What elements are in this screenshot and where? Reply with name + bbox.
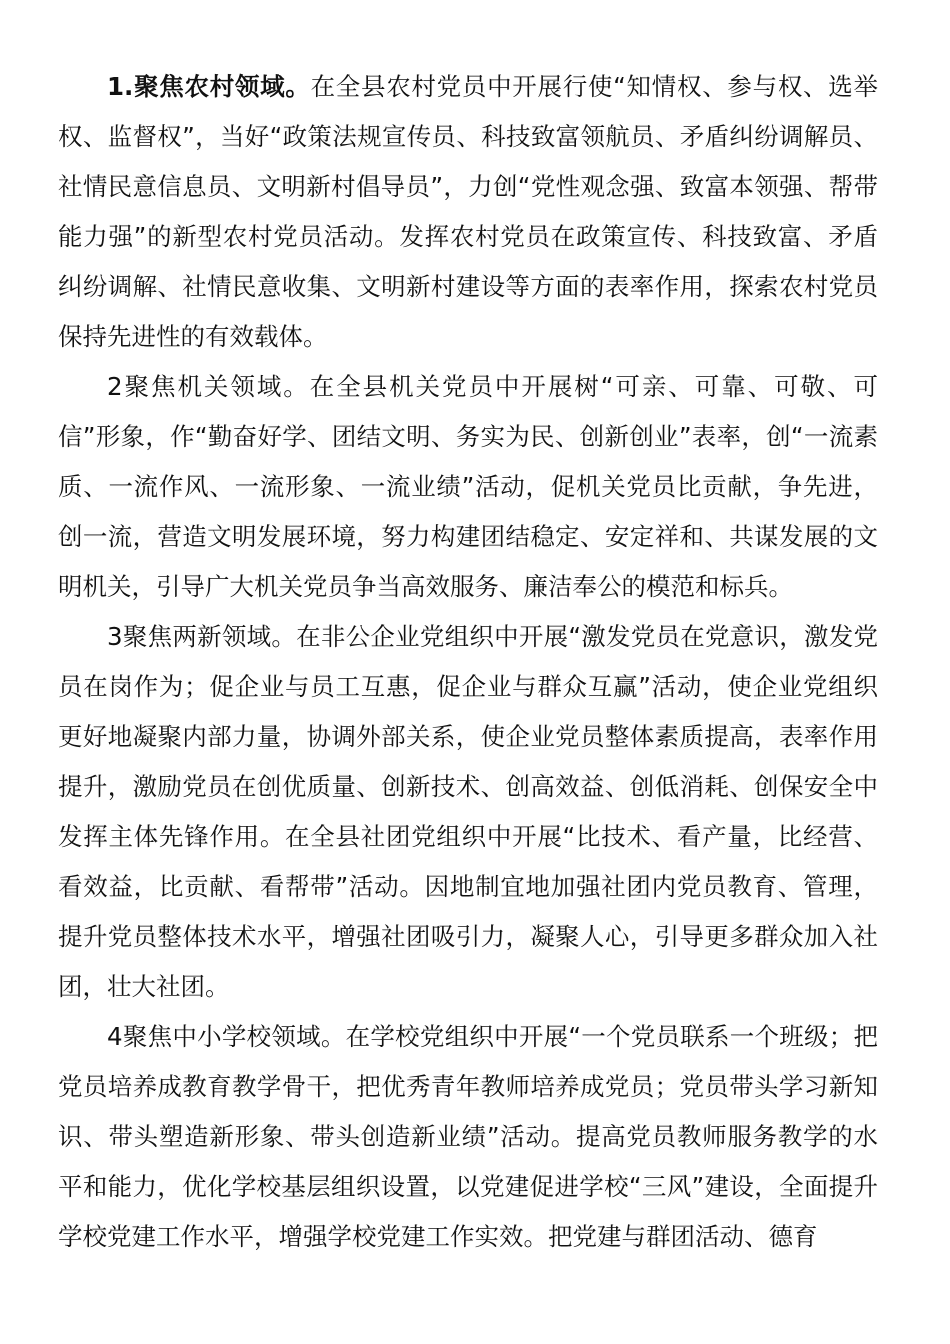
paragraph-organs [58, 362, 878, 612]
paragraph-organs-text: 2聚焦机关领域。在全县机关党员中开展树“可亲、可靠、可敬、可信”形象，作“勤奋好学、团结文明、务实为民、创新创业”表率，创“一流素质、一流作风、一流形象、一流业绩”活动，促机关党员比贡献，争先进，创一流，营造文明发展环境，努力构建团结稳定、安定祥和、共谋发展的文明机关，引导广大机关党员争当高效服务、廉洁奉公的模范和标兵。 [58, 372, 878, 601]
document-body [58, 62, 878, 1262]
paragraph-schools-text: 4聚焦中小学校领域。在学校党组织中开展“一个党员联系一个班级；把党员培养成教育教学骨干，把优秀青年教师培养成党员；党员带头学习新知识、带头塑造新形象、带头创造新业绩”活动。提高党员教师服务教学的水平和能力，优化学校基层组织设置，以党建促进学校“三风”建设，全面提升学校党建工作水平，增强学校党建工作实效。把党建与群团活动、德育 [58, 1022, 878, 1251]
paragraph-rural-text: 在全县农村党员中开展行使“知情权、参与权、选举权、监督权”，当好“政策法规宣传员、科技致富领航员、矛盾纠纷调解员、社情民意信息员、文明新村倡导员”，力创“党性观念强、致富本领强、帮带能力强”的新型农村党员活动。发挥农村党员在政策宣传、科技致富、矛盾纠纷调解、社情民意收集、文明新村建设等方面的表率作用，探索农村党员保持先进性的有效载体。 [58, 72, 878, 351]
paragraph-rural [58, 62, 878, 362]
paragraph-two-new [58, 612, 878, 1012]
paragraph-schools [58, 1012, 878, 1262]
paragraph-rural-heading: 1.聚焦农村领域。 [107, 72, 311, 101]
paragraph-two-new-text: 3聚焦两新领域。在非公企业党组织中开展“激发党员在党意识，激发党员在岗作为；促企业与员工互惠，促企业与群众互赢”活动，使企业党组织更好地凝聚内部力量，协调外部关系，使企业党员整体素质提高，表率作用提升，激励党员在创优质量、创新技术、创高效益、创低消耗、创保安全中发挥主体先锋作用。在全县社团党组织中开展“比技术、看产量，比经营、看效益，比贡献、看帮带”活动。因地制宜地加强社团内党员教育、管理，提升党员整体技术水平，增强社团吸引力，凝聚人心，引导更多群众加入社团，壮大社团。 [58, 622, 878, 1001]
